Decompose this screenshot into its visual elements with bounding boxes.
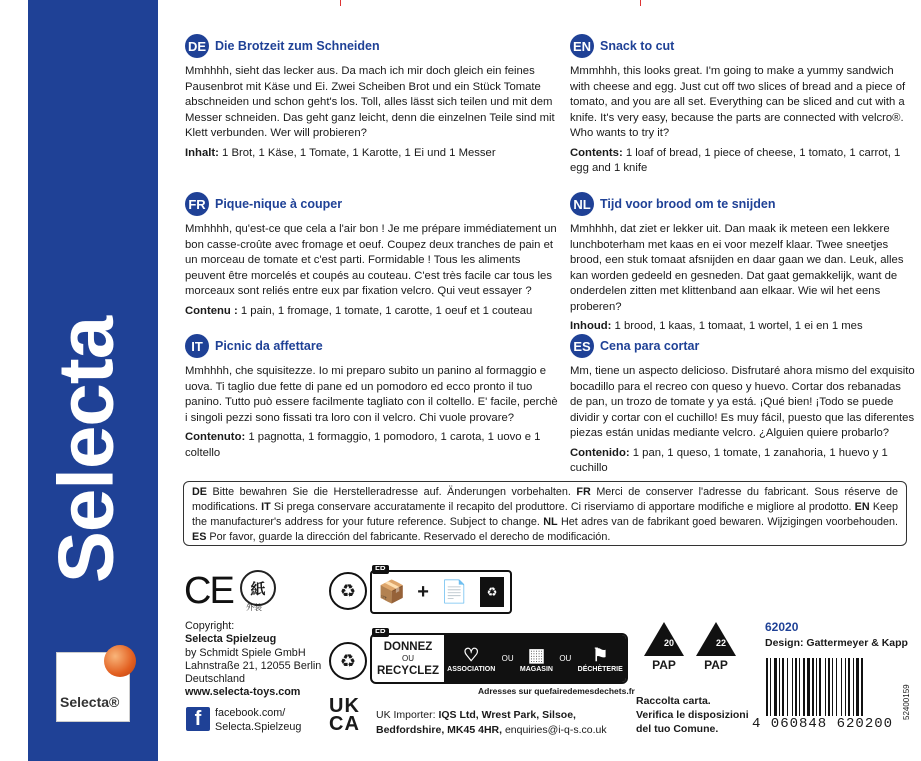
section-body-de: Mmhhhh, sieht das lecker aus. Da mach ich mir doch gleich ein feines Pausenbrot mit Käse und Ei. Zwei Scheiben Brot und ein Stück Tomate abschneiden und schon geht's los. Toll, alles lässt sich teilen und mit dem Messer schneiden. Das geht ganz leicht, denn die einzelnen Teile sind mit Klett verbunden. Wer will probieren? bbox=[185, 65, 555, 139]
section-title-en: Snack to cut bbox=[600, 39, 675, 53]
section-en bbox=[570, 34, 910, 177]
brand-logo-ball-icon bbox=[104, 645, 136, 677]
fr-tag: FR bbox=[372, 628, 389, 637]
uk-importer: UK Importer: IQS Ltd, Wrest Park, Silsoe, Bedfordshire, MK45 4HR, enquiries@i-q-s.co.uk bbox=[376, 709, 607, 736]
lang-badge-en: EN bbox=[570, 34, 594, 58]
copyright-block bbox=[185, 620, 321, 700]
barcode-bar bbox=[856, 658, 859, 716]
section-body-es: Mm, tiene un aspecto delicioso. Disfrutaré ahora mismo del exquisito bocadillo para el recreo con queso y huevo. Cortar dos rebanadas de pan, un trozo de tomate y ya está. ¡Qué bien! ¡Todo se puede dividir y cortar con el cuchillo! Es muy fácil, puesto que las diferentes piezas están unidas mediante velcro. ¿Alguien quiere probarlo? bbox=[570, 365, 915, 439]
raccolta-note: Raccolta carta. Verifica le disposizioni del tuo Comune. bbox=[636, 695, 749, 735]
section-body-fr: Mmhhhh, qu'est-ce que cela a l'air bon ! Je me prépare immédiatement un bon casse-croûte avec fromage et oeuf. Coupez deux tranches de pain et un morceau de tomate et c'est parti. Formidable ! Tous les aliments peuvent être morcelés et coupés au couteau. C'est très facile car tous les morceaux sont reliés entre eux par fixation velcro. Qui veut essayer ? bbox=[185, 223, 557, 297]
barcode-bar bbox=[782, 658, 784, 716]
section-body-it: Mmhhhh, che squisitezze. Io mi preparo subito un panino al formaggio e uova. Ti taglio due fette di pane ed un pomodoro ed ecco pronto il tuo panino. Tutto può essere facilmente tagliato con il coltello. E' facile, perchè i singoli pezzi sono fissati tra loro con il velcro. Chi vuole provare? bbox=[185, 365, 558, 424]
section-it bbox=[185, 334, 560, 461]
vertical-code: 52400159 bbox=[902, 684, 911, 720]
copyright-company: Selecta Spielzeug bbox=[185, 633, 277, 646]
barcode-bar bbox=[819, 658, 821, 716]
ou-label: OU bbox=[402, 653, 414, 663]
lang-badge-de: DE bbox=[185, 34, 209, 58]
barcode-bar bbox=[807, 658, 810, 716]
barcode-digits: 4 060848 620200 bbox=[752, 716, 894, 732]
barcode-bar bbox=[779, 658, 780, 716]
barcode-bar bbox=[836, 658, 837, 716]
copyright-by: by Schmidt Spiele GmbH bbox=[185, 646, 306, 659]
barcode-bar bbox=[792, 658, 793, 716]
brand-logo-text: Selecta® bbox=[60, 694, 120, 710]
section-title-nl: Tijd voor brood om te snijden bbox=[600, 197, 776, 211]
section-contents-nl: Inhoud: 1 brood, 1 kaas, 1 tomaat, 1 wortel, 1 ei en 1 mes bbox=[570, 320, 863, 332]
section-nl bbox=[570, 192, 915, 335]
barcode-bar bbox=[816, 658, 817, 716]
section-title-fr: Pique-nique à couper bbox=[215, 197, 343, 211]
donnez-label: DONNEZ bbox=[383, 640, 433, 653]
section-es bbox=[570, 334, 915, 477]
brand-vertical-logo: Selecta bbox=[41, 316, 130, 584]
section-contents-fr: Contenu : 1 pain, 1 fromage, 1 tomate, 1 carotte, 1 oeuf et 1 couteau bbox=[185, 304, 533, 317]
barcode-bar bbox=[828, 658, 830, 716]
lang-badge-es: ES bbox=[570, 334, 594, 358]
copyright-country: Deutschland bbox=[185, 673, 246, 686]
paper-recycle-jp-icon: 紙 bbox=[240, 570, 276, 606]
association-icon: ♡ bbox=[463, 645, 480, 665]
barcode-bar bbox=[825, 658, 826, 716]
barcode-bar bbox=[812, 658, 814, 716]
donate-recycle-box: DONNEZ OU RECYCLEZ ♡ ASSOCIATION OU ▦ MAGASIN OU ⚑ DÉCHÈTERIE bbox=[370, 633, 628, 684]
copyright-website: www.selecta-toys.com bbox=[185, 686, 301, 699]
section-de bbox=[185, 34, 560, 161]
paper-recycle-jp-sub: 外装 bbox=[246, 603, 262, 612]
triman-icon: ♻ bbox=[329, 642, 367, 680]
pap-20-recycle-icon: 20 PAP bbox=[643, 622, 685, 672]
lang-badge-it: IT bbox=[185, 334, 209, 358]
barcode bbox=[766, 658, 906, 716]
section-body-nl: Mmhhhh, dat ziet er lekker uit. Dan maak ik meteen een lekkere lunchboterham met kaas en ei voor mezelf klaar. Twee sneetjes brood, een stuk tomaat afsnijden en daar gaan we dan. Leuk, alles kan worden gedeeld en gesneden. Dat gaat gemakkelijk, want de onderdelen zitten met klittenband aan elkaar. Wie wil het eens proberen? bbox=[570, 223, 904, 313]
section-contents-de: Inhalt: 1 Brot, 1 Käse, 1 Tomate, 1 Karotte, 1 Ei und 1 Messer bbox=[185, 146, 496, 159]
crop-mark bbox=[340, 0, 341, 6]
facebook-icon: f bbox=[186, 707, 210, 731]
store-icon: ▦ bbox=[527, 645, 545, 665]
design-credit: Design: Gattermeyer & Kapp bbox=[765, 637, 908, 649]
section-body-en: Mmmhhh, this looks great. I'm going to make a yummy sandwich with cheese and egg. Just cut off two slices of bread and a piece of tomato, and you are all set. Everything can be sliced and cut with a knife. It's very easy, because the parts are connected with velcro®. Who wants to try it? bbox=[570, 65, 906, 139]
barcode-bar bbox=[787, 658, 788, 716]
triman-icon: ♻ bbox=[329, 572, 367, 610]
recycling-url: Adresses sur quefairedemesdechets.fr bbox=[478, 686, 635, 696]
barcode-bar bbox=[848, 658, 850, 716]
barcode-bar bbox=[861, 658, 863, 716]
barcode-bar bbox=[845, 658, 846, 716]
recyclez-label: RECYCLEZ bbox=[377, 664, 439, 677]
section-contents-it: Contenuto: 1 pagnotta, 1 formaggio, 1 pomodoro, 1 carota, 1 uovo e 1 coltello bbox=[185, 431, 541, 459]
copyright-label: Copyright: bbox=[185, 620, 235, 632]
barcode-bar bbox=[799, 658, 800, 716]
ce-mark-icon: CE bbox=[184, 570, 233, 612]
lang-badge-nl: NL bbox=[570, 192, 594, 216]
waste-center-icon: ⚑ bbox=[592, 645, 609, 665]
sorting-info-box bbox=[370, 570, 512, 614]
recycle-bin-icon: ♻ bbox=[480, 577, 504, 607]
facebook-link: facebook.com/ Selecta.Spielzeug bbox=[215, 707, 302, 733]
barcode-bar bbox=[795, 658, 797, 716]
section-contents-en: Contents: 1 loaf of bread, 1 piece of cheese, 1 tomato, 1 carrot, 1 egg and 1 knife bbox=[570, 146, 901, 174]
fr-tag: FR bbox=[372, 565, 389, 574]
plus-icon: + bbox=[417, 580, 429, 603]
crop-mark bbox=[640, 0, 641, 6]
section-fr bbox=[185, 192, 560, 319]
barcode-bar bbox=[832, 658, 833, 716]
barcode-bar bbox=[803, 658, 805, 716]
barcode-bar bbox=[853, 658, 854, 716]
lang-badge-fr: FR bbox=[185, 192, 209, 216]
paper-icon: 📄 bbox=[440, 579, 469, 604]
barcode-bar bbox=[774, 658, 777, 716]
barcode-bar bbox=[841, 658, 842, 716]
section-title-es: Cena para cortar bbox=[600, 339, 700, 353]
section-contents-es: Contenido: 1 pan, 1 queso, 1 tomate, 1 zanahoria, 1 huevo y 1 cuchillo bbox=[570, 446, 888, 474]
manufacturer-notice: DE Bitte bewahren Sie die Herstelleradresse auf. Änderungen vorbehalten. FR Merci de conserver l'adresse du fabricant. Sous réserve de modifications. IT Si prega conservare accuratamente il recapito del produttore. Ci riserviamo di apportare modifiche e migliore al prodotto. EN Keep the manufacturer's address for your future reference. Subject to change. NL Het adres van de fabrikant goed bewaren. Wijzigingen voorbehouden. ES Por favor, guarde la dirección del fabricante. Reservado el derecho de modificación. bbox=[183, 481, 907, 546]
barcode-bar bbox=[770, 658, 771, 716]
copyright-street: Lahnstraße 21, 12055 Berlin bbox=[185, 659, 322, 672]
ukca-mark-icon: UK CA bbox=[329, 695, 360, 735]
barcode-bar bbox=[766, 658, 768, 716]
pap-22-recycle-icon: 22 PAP bbox=[695, 622, 737, 672]
box-packaging-icon: 📦 bbox=[377, 579, 406, 604]
section-title-de: Die Brotzeit zum Schneiden bbox=[215, 39, 380, 53]
article-number: 62020 bbox=[765, 620, 799, 634]
section-title-it: Picnic da affettare bbox=[215, 339, 323, 353]
